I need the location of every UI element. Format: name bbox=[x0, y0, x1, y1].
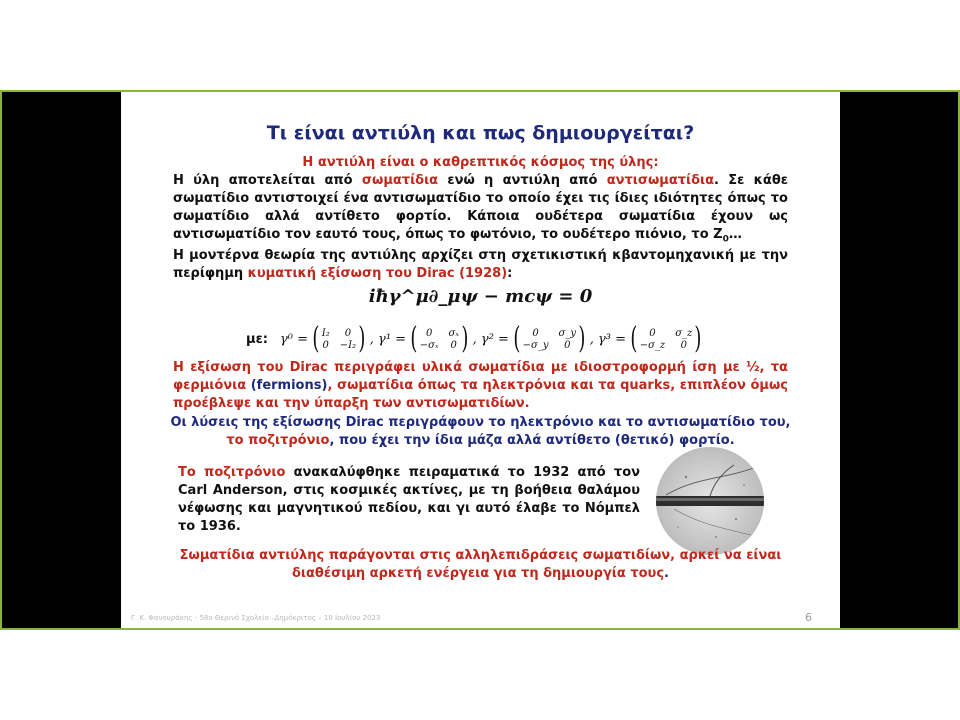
gamma2-matrix: ( 0 σ_y −σ_y 0 ) bbox=[513, 321, 586, 356]
gamma0-matrix: ( I₂ 0 0 −I₂ ) bbox=[312, 321, 366, 356]
term-positron: το ποζιτρόνιο bbox=[226, 433, 330, 448]
paragraph-anderson: Το ποζιτρόνιο ανακαλύφθηκε πειραματικά το 1932 από τον Carl Anderson, στις κοσμικές ακτίνες, με τη βοήθεια θαλάμου νέφωσης και μαγνητικού πεδίου, και γι αυτό έλαβε το Νόμπελ το 1936. bbox=[178, 465, 641, 534]
paragraph-dirac-theory: Η μοντέρνα θεωρία της αντιύλης αρχίζει στη σχετικιστική κβαντομηχανική με την περίφημη κυματική εξίσωση του Dirac (1928): bbox=[173, 248, 788, 281]
gamma0-lhs: γ⁰ = bbox=[280, 331, 309, 347]
gamma3-lhs: , γ³ = bbox=[589, 331, 626, 347]
slide-footer: Γ. Κ. Φανουράκης - 58ο Θερινό Σχολείο –Δημόκριτος – 10 Ιουλίου 2023 bbox=[131, 614, 381, 622]
page-number: 6 bbox=[805, 611, 812, 624]
term-antiparticles: αντισωματίδια bbox=[606, 173, 715, 188]
gamma-matrices bbox=[246, 323, 706, 355]
term-particles: σωματίδια bbox=[361, 173, 439, 188]
dirac-equation: iħγ^μ∂_μψ − mcψ = 0 bbox=[368, 286, 593, 307]
gamma2-lhs: , γ² = bbox=[472, 331, 509, 347]
term-dirac-equation: κυματική εξίσωση του Dirac (1928) bbox=[247, 266, 508, 281]
gamma1-lhs: , γ¹ = bbox=[369, 331, 407, 347]
slide-subtitle: Η αντιύλη είναι ο καθρεπτικός κόσμος της ύλης: bbox=[302, 155, 659, 170]
gamma1-matrix: ( 0 σₓ −σₓ 0 ) bbox=[410, 321, 469, 356]
gamma3-matrix: ( 0 σ_z −σ_z 0 ) bbox=[630, 321, 702, 356]
slide bbox=[121, 92, 840, 628]
term-fermions: (fermions) bbox=[250, 378, 328, 393]
paragraph-positron: Οι λύσεις της εξίσωσης Dirac περιγράφουν το ηλεκτρόνιο και το αντισωματίδιο του, το ποζιτρόνιο, που έχει την ίδια μάζα αλλά αντίθετο (θετικό) φορτίο. bbox=[170, 415, 791, 448]
matrices-label: με: bbox=[246, 331, 269, 347]
cloud-chamber-photo bbox=[656, 447, 764, 555]
paragraph-production: Σωματίδια αντιύλης παράγονται στις αλληλεπιδράσεις σωματιδίων, αρκεί να είναι διαθέσιμη αρκετή ενέργεια για τη δημιουργία τους. bbox=[179, 548, 782, 581]
paragraph-matter: Η ύλη αποτελείται από σωματίδια ενώ η αντιύλη από αντισωματίδια. Σε κάθε σωματίδιο αντιστοιχεί ένα αντισωματίδιο το οποίο έχει τις ίδιες ιδιότητες όπως το σωματίδιο αλλά αντίθετο φορτίο. Κάποια ουδέτερα σωματίδια έχουν ως αντισωματίδιο τον εαυτό τους, όπως το φωτόνιο, το ουδέτερο πιόνιο, το $Z_0\dots$ bbox=[173, 173, 788, 245]
paragraph-fermions: Η εξίσωση του Dirac περιγράφει υλικά σωματίδια με ιδιοστροφορμή ίση με ½, τα φερμιόνια (fermions), σωματίδια όπως τα ηλεκτρόνια και τα quarks, επιπλέον όμως προέβλεψε και την ύπαρξη των αντισωματιδίων. bbox=[173, 360, 788, 411]
term-positron-2: Το ποζιτρόνιο bbox=[178, 465, 286, 480]
slide-title: Τι είναι αντιύλη και πως δημιουργείται? bbox=[266, 122, 695, 144]
